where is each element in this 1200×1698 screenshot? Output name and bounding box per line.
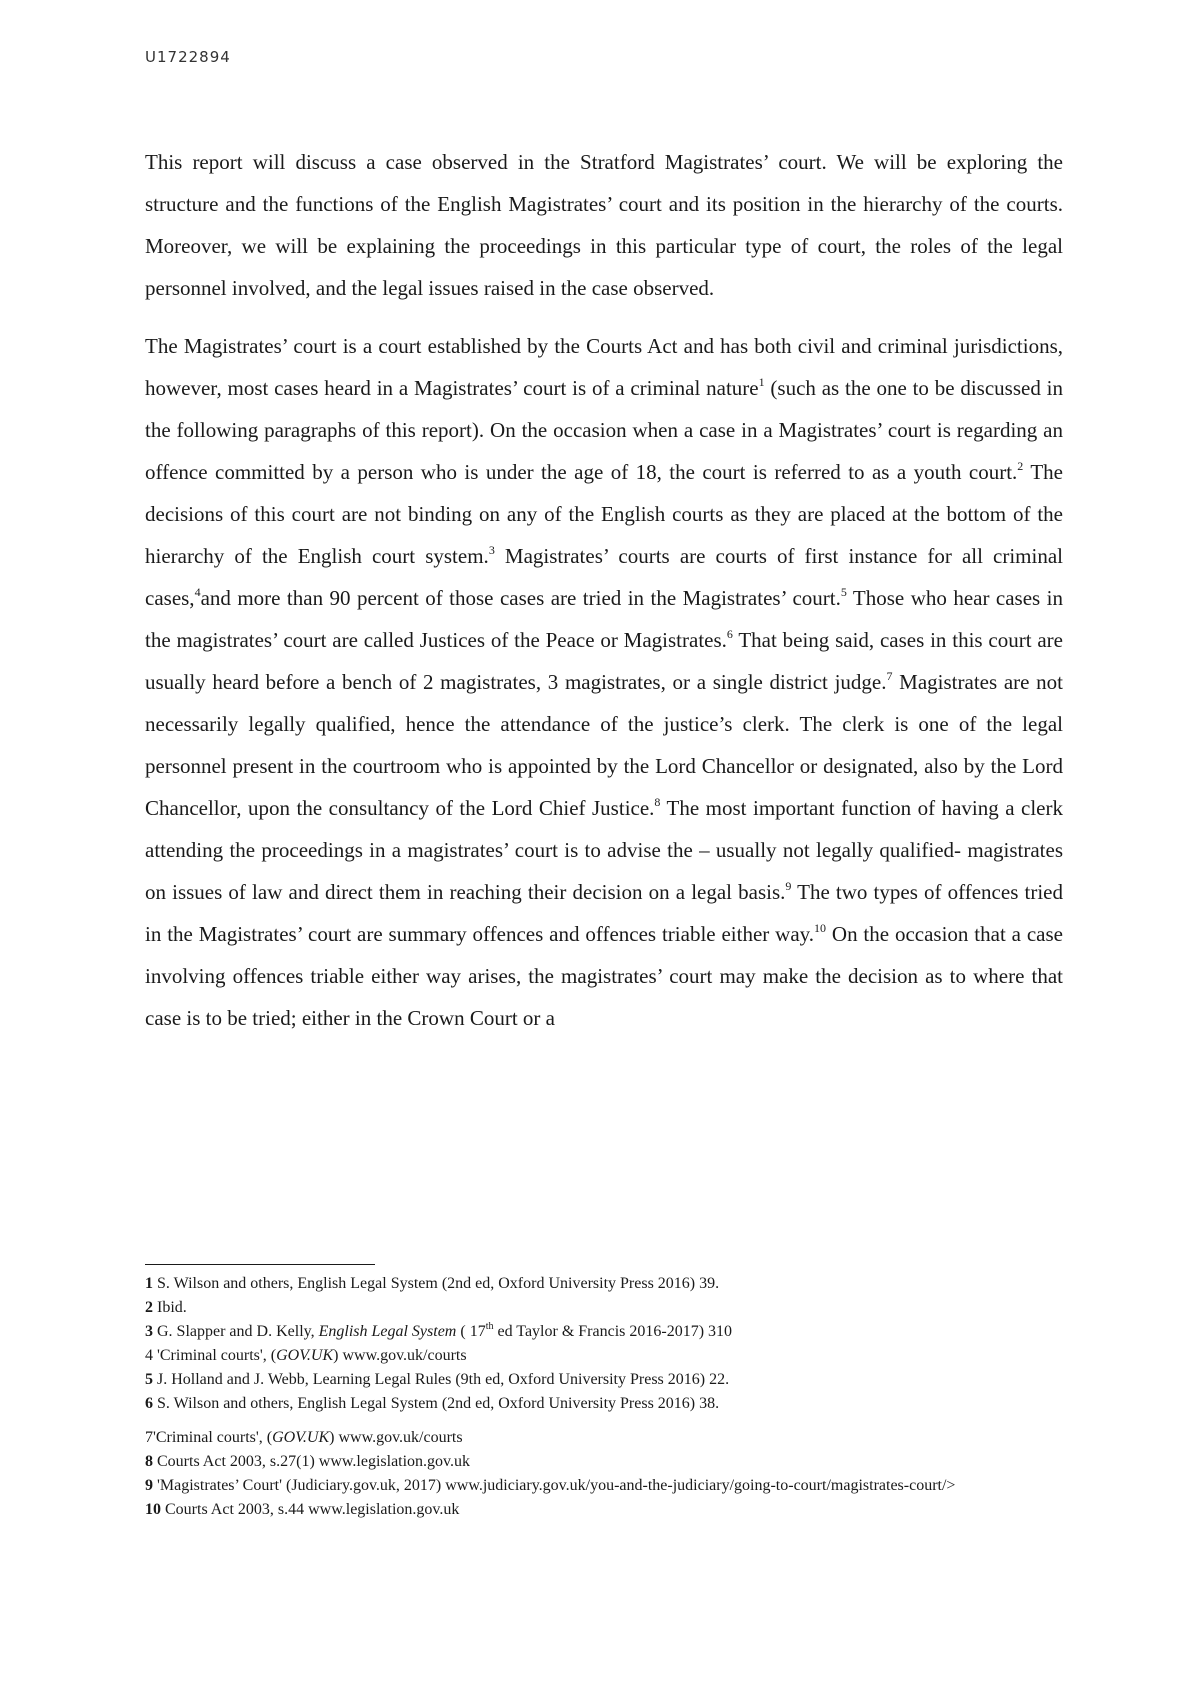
footnote-text: Courts Act 2003, s.44 www.legislation.gov.uk <box>161 1501 460 1518</box>
footnote-ref[interactable]: 4 <box>194 585 201 599</box>
footnote-text: 'Criminal courts', ( <box>153 1347 277 1364</box>
student-id-header: U1722894 <box>145 48 231 66</box>
text-span: Those who hear cases in the magistrates’ court are called Justices of the Peace or Magistrates. <box>145 586 1063 652</box>
paragraph-intro: This report will discuss a case observed in the Stratford Magistrates’ court. We will be exploring the structure and the functions of the English Magistrates’ court and its position in the hierarchy of the courts. Moreover, we will be explaining the proceedings in this particular type of court, the roles of the legal personnel involved, and the legal issues raised in the case observed. <box>145 150 1063 300</box>
footnote-text: ) www.gov.uk/courts <box>333 1347 467 1364</box>
footnote-number: 7 <box>145 1429 153 1446</box>
body-text <box>145 141 1063 1039</box>
footnote-text: ( 17 <box>456 1323 486 1340</box>
footnote-italic-source: GOV.UK <box>272 1429 330 1446</box>
footnote-number: 5 <box>145 1371 153 1388</box>
footnote-ref[interactable]: 9 <box>785 879 792 893</box>
text-span: and more than 90 percent of those cases are tried in the Magistrates’ court. <box>200 586 841 610</box>
text-span: Magistrates are not necessarily legally qualified, hence the attendance of the justice’s clerk. The clerk is one of the legal personnel present in the courtroom who is appointed by the Lord Chancellor or designated, also by the Lord Chancellor, upon the consultancy of the Lord Chief Justice. <box>145 670 1063 820</box>
footnote-ref[interactable]: 8 <box>654 795 661 809</box>
footnote-number: 8 <box>145 1453 153 1470</box>
footnote-number: 3 <box>145 1323 153 1340</box>
footnote-text: G. Slapper and D. Kelly, <box>153 1323 319 1340</box>
footnote-ref[interactable]: 5 <box>840 585 847 599</box>
footnote-ref[interactable]: 6 <box>726 627 733 641</box>
footnote-text: S. Wilson and others, English Legal System (2nd ed, Oxford University Press 2016) 38. <box>153 1395 720 1412</box>
footnote-text: ed Taylor & Francis 2016-2017) 310 <box>493 1323 733 1340</box>
footnote-7 <box>145 1426 1045 1450</box>
text-span: The most important function of having a clerk attending the proceedings in a magistrates’ court is to advise the – usually not legally qualified- magistrates on issues of law and direct them in reaching their decision on a legal basis. <box>145 796 1063 904</box>
footnote-text: Courts Act 2003, s.27(1) www.legislation.gov.uk <box>153 1453 471 1470</box>
text-span: That being said, cases in this court are usually heard before a bench of 2 magistrates, 3 magistrates, or a single district judge. <box>145 628 1063 694</box>
footnote-2 <box>145 1296 1045 1320</box>
footnote-ref[interactable]: 10 <box>814 921 827 935</box>
footnote-1 <box>145 1272 1045 1296</box>
footnote-ordinal: th <box>485 1321 494 1332</box>
footnote-4 <box>145 1344 1045 1368</box>
footnote-ref[interactable]: 3 <box>488 543 495 557</box>
footnote-text: 'Magistrates’ Court' (Judiciary.gov.uk, 2017) www.judiciary.gov.uk/you-and-the-judiciary/going-to-court/magistrates-court/> <box>153 1477 956 1494</box>
footnotes <box>145 1272 1045 1522</box>
footnote-text: ) www.gov.uk/courts <box>329 1429 463 1446</box>
footnote-ref[interactable]: 2 <box>1017 459 1024 473</box>
text-span: The two types of offences tried in the Magistrates’ court are summary offences and offences triable either way. <box>145 880 1063 946</box>
footnote-text: Ibid. <box>153 1299 187 1316</box>
footnote-text: S. Wilson and others, English Legal System (2nd ed, Oxford University Press 2016) 39. <box>153 1275 720 1292</box>
footnote-text: 'Criminal courts', ( <box>153 1429 273 1446</box>
footnote-separator <box>145 1264 375 1265</box>
text-span: On the occasion that a case involving offences triable either way arises, the magistrates’ court may make the decision as to where that case is to be tried; either in the Crown Court or a <box>145 922 1063 1030</box>
footnote-italic-title: English Legal System <box>318 1323 457 1340</box>
footnote-10 <box>145 1498 1045 1522</box>
footnote-8 <box>145 1450 1045 1474</box>
text-span: The decisions of this court are not binding on any of the English courts as they are placed at the bottom of the hierarchy of the English court system. <box>145 460 1063 568</box>
footnote-number: 2 <box>145 1299 153 1316</box>
footnote-number: 4 <box>145 1347 153 1364</box>
footnote-number: 10 <box>145 1501 161 1518</box>
footnote-6 <box>145 1392 1045 1416</box>
footnote-number: 9 <box>145 1477 153 1494</box>
footnote-5 <box>145 1368 1045 1392</box>
footnote-italic-source: GOV.UK <box>276 1347 334 1364</box>
footnote-ref[interactable]: 7 <box>886 669 893 683</box>
footnote-number: 1 <box>145 1275 153 1292</box>
text-span: Magistrates’ courts are courts of first instance for all criminal cases, <box>145 544 1063 610</box>
footnote-9 <box>145 1474 1045 1498</box>
paragraph-magistrates-court <box>145 325 1063 1039</box>
footnote-number: 6 <box>145 1395 153 1412</box>
footnote-ref[interactable]: 1 <box>758 375 765 389</box>
text-span: The Magistrates’ court is a court established by the Courts Act and has both civil and criminal jurisdictions, however, most cases heard in a Magistrates’ court is of a criminal nature <box>145 334 1063 400</box>
text-span: (such as the one to be discussed in the following paragraphs of this report). On the occasion when a case in a Magistrates’ court is regarding an offence committed by a person who is under the age of 18, the court is referred to as a youth court. <box>145 376 1063 484</box>
footnote-3 <box>145 1320 1045 1344</box>
footnote-text: J. Holland and J. Webb, Learning Legal Rules (9th ed, Oxford University Press 2016) 22. <box>153 1371 730 1388</box>
